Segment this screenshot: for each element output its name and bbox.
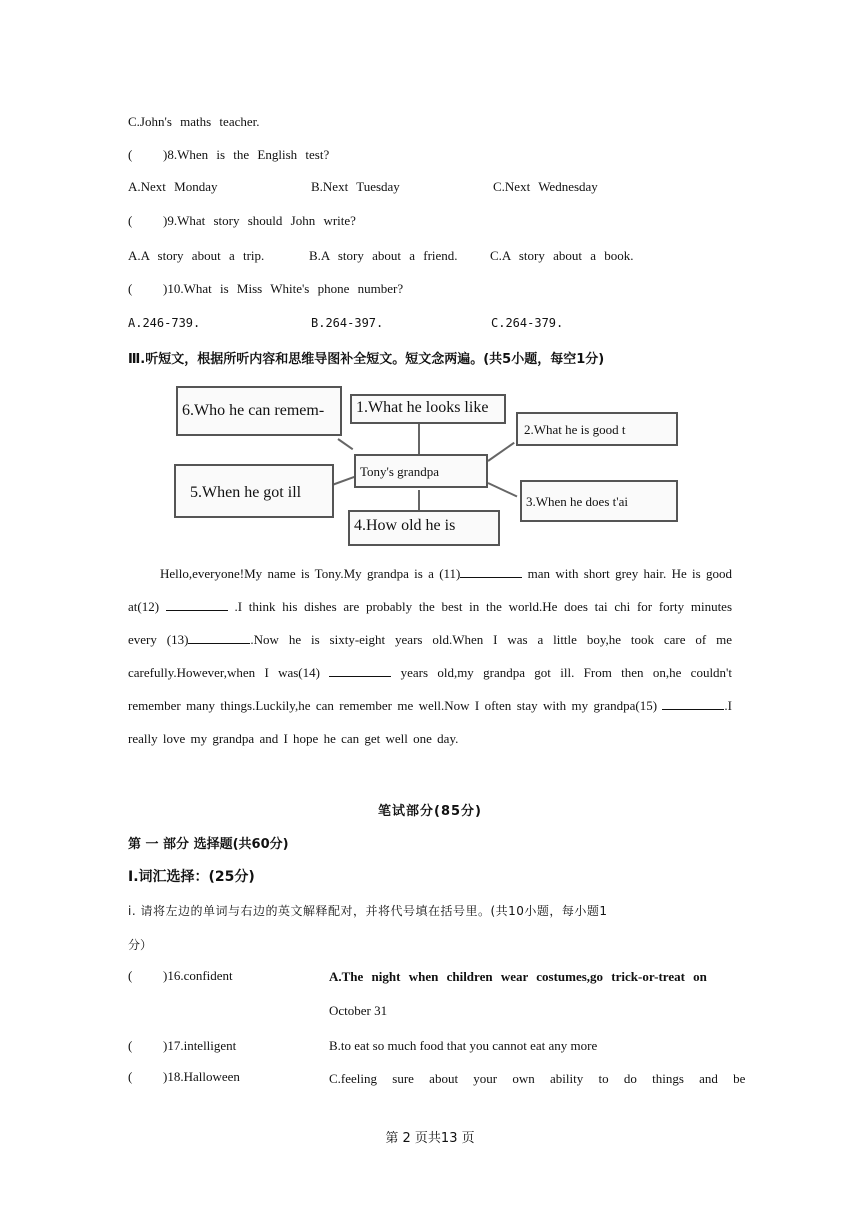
instruction-line-2: 分）: [128, 938, 153, 952]
passage-line-6-a: stay with my grandpa(15): [516, 698, 663, 713]
q17-paren: (: [128, 1038, 133, 1053]
section3-heading: Ⅲ.听短文，根据所听内容和思维导图补全短文。短文念两遍。(共5小题，每空1分): [128, 352, 605, 367]
q17-word: )17.intelligent: [163, 1038, 237, 1053]
q9-stem: )9.What story should John write?: [163, 213, 356, 228]
option-a-line-2: October 31: [329, 1003, 388, 1018]
page-number: 第 2 页共13 页: [385, 1131, 475, 1146]
passage-line-1-a: Hello,everyone!My name is Tony.My grandpa is a (11): [160, 566, 461, 581]
instruction-line-1: i. 请将左边的单词与右边的英文解释配对，并将代号填在括号里。(共10小题，每小题1: [128, 904, 608, 918]
mindmap-box-2: [516, 412, 678, 446]
connector-line: [487, 442, 514, 462]
passage: [128, 557, 732, 755]
passage-line-6-b: .I really love my grandpa and I hope he can get well one day.: [128, 698, 733, 746]
passage-line-2-b: .I think his dishes are probably the best in the world.He does tai chi: [227, 599, 631, 614]
blank-15[interactable]: [662, 696, 724, 710]
passage-line-1-b: man with short grey hair.: [522, 566, 667, 581]
q8-option-b: B.Next Tuesday: [311, 179, 400, 194]
q18-word: )18.Halloween: [163, 1069, 240, 1084]
q10-option-c: C.264-379.: [491, 316, 564, 330]
blank-12[interactable]: [166, 597, 228, 611]
q8-stem: )8.When is the English test?: [163, 147, 330, 162]
passage-line-3-b: .Now he is sixty-eight years old.When I was a little boy,he: [250, 632, 621, 647]
q9-option-a: A.A story about a trip.: [128, 248, 265, 263]
passage-line-5: From then on,he couldn't remember many things.Luckily,he can remember me well.Now I often: [128, 665, 733, 713]
blank-11[interactable]: [460, 564, 522, 578]
connector-line: [337, 438, 353, 450]
option-a-line-1: A.The night when children wear costumes,go trick-or-treat on: [329, 969, 707, 984]
mindmap-box-5-text: 5.When he got ill: [190, 484, 302, 501]
connector-line: [418, 422, 420, 454]
q18-paren: (: [128, 1069, 133, 1084]
passage-line-4-b: years old,my grandpa got ill.: [391, 665, 575, 680]
q10-paren: (: [128, 281, 133, 296]
part1-heading: 第 一 部分 选择题(共60分): [128, 837, 289, 852]
mindmap-box-6: [176, 386, 342, 436]
blank-14[interactable]: [329, 663, 391, 677]
mindmap-box-1: [350, 394, 506, 424]
passage-line-3-a: for forty minutes every (13): [128, 599, 733, 647]
q9-paren: (: [128, 213, 133, 228]
mindmap-box-6-text: 6.Who he can remem-: [182, 402, 325, 419]
connector-line: [332, 476, 355, 486]
vocab-heading: I.词汇选择：(25分): [128, 869, 255, 885]
q8-paren: (: [128, 147, 133, 162]
passage-line-4-a: took care of me carefully.However,when I was(14): [128, 632, 733, 680]
mindmap-box-2-text: 2.What he is good t: [524, 422, 626, 437]
mindmap-box-1-text: 1.What he looks like: [356, 399, 489, 416]
q10-option-a: A.246-739.: [128, 316, 201, 330]
q9-option-b: B.A story about a friend.: [309, 248, 458, 263]
q9-option-c: C.A story about a book.: [490, 248, 634, 263]
q10-stem: )10.What is Miss White's phone number?: [163, 281, 404, 296]
q8-option-c: C.Next Wednesday: [493, 179, 598, 194]
mindmap-box-4: [348, 510, 500, 546]
mindmap-center-text: Tony's grandpa: [360, 464, 440, 479]
mindmap-box-3: [520, 480, 678, 522]
blank-13[interactable]: [188, 630, 250, 644]
q16-paren: (: [128, 968, 133, 983]
mindmap-box-4-text: 4.How old he is: [354, 517, 456, 534]
mindmap-center: [354, 454, 488, 488]
mindmap-box-5: [174, 464, 334, 518]
q16-word: )16.confident: [163, 968, 233, 983]
option-b: B.to eat so much food that you cannot eat any more: [329, 1038, 598, 1053]
passage-line-2-a: He is good at(12): [128, 566, 733, 614]
mindmap-box-3-text: 3.When he does t'ai: [526, 494, 628, 509]
option-c: C.feeling sure about your own ability to do things and be: [329, 1071, 746, 1086]
connector-line: [488, 482, 518, 497]
mind-map: [170, 378, 690, 553]
q8-option-a: A.Next Monday: [128, 179, 218, 194]
written-title: 笔试部分(85分): [378, 804, 482, 819]
q7-option-c: C.John's maths teacher.: [128, 114, 260, 129]
q10-option-b: B.264-397.: [311, 316, 384, 330]
